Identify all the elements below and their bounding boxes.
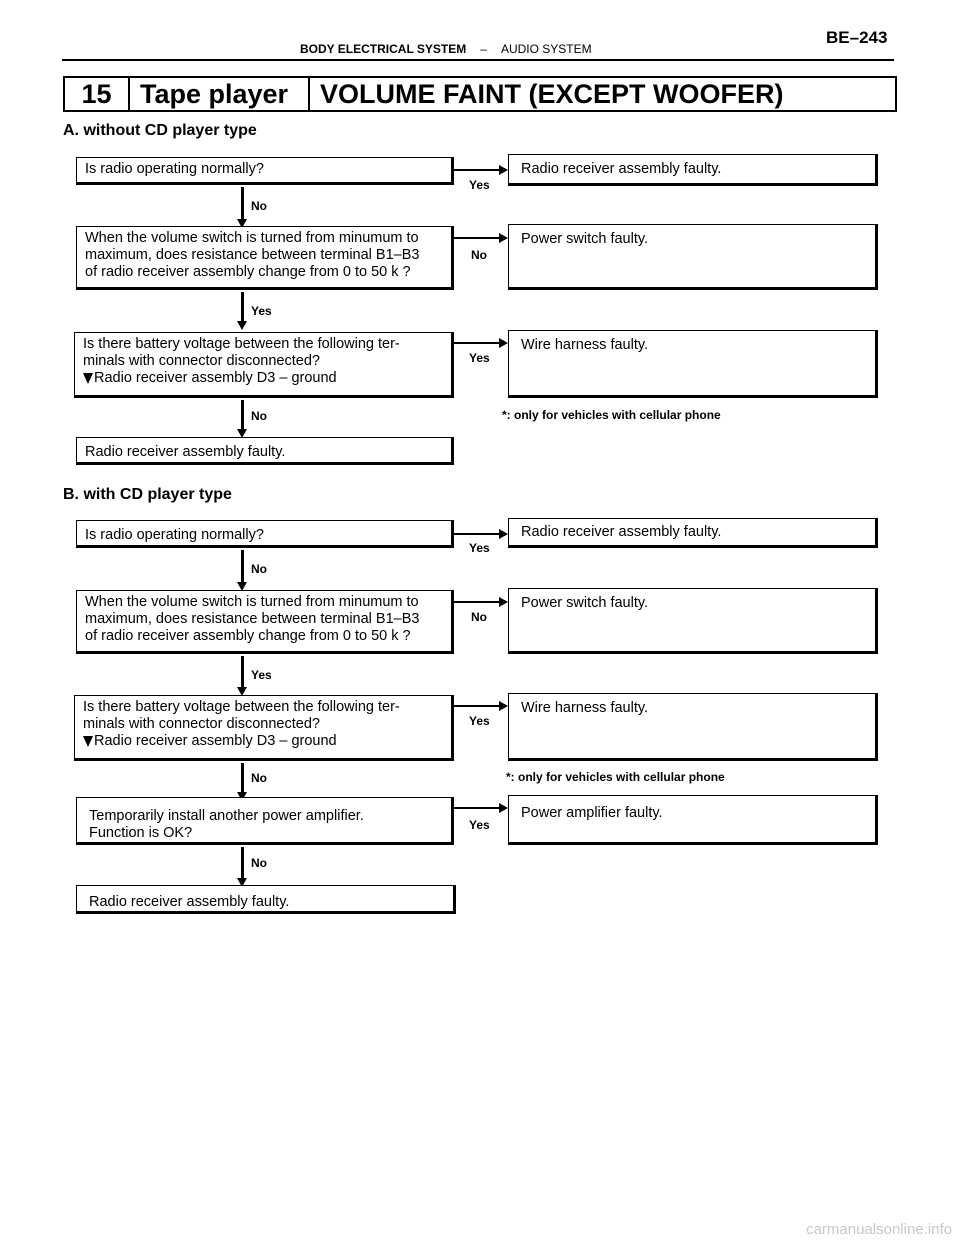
- b-q2-no-arrow: [499, 597, 508, 607]
- a-q1-yes-result: [508, 154, 878, 186]
- a-q2-yes-label: Yes: [251, 304, 272, 318]
- b-q4-yes-label: Yes: [469, 818, 490, 832]
- a-q3-yes-result: [508, 330, 878, 398]
- b-q4-yes-arrow: [499, 803, 508, 813]
- header-system: BODY ELECTRICAL SYSTEM: [300, 42, 467, 56]
- b-q2-yes-line: [241, 656, 244, 690]
- a-q1-no-line: [241, 187, 244, 221]
- problem-symptom: VOLUME FAINT (EXCEPT WOOFER): [320, 78, 784, 109]
- a-q2-box: [76, 226, 454, 290]
- b-q2-line2: maximum, does resistance between terminal B1–B3: [85, 611, 420, 627]
- a-q3-box: [74, 332, 454, 398]
- a-q3-no-label: No: [251, 409, 267, 423]
- b-q2-box: [76, 590, 454, 654]
- b-q2-no-label: No: [471, 610, 487, 624]
- asterisk-marker-icon: [83, 736, 93, 747]
- b-q2-line3: of radio receiver assembly change from 0 to 50 k ?: [85, 628, 411, 644]
- a-q2-no-text: Power switch faulty.: [521, 231, 649, 247]
- b-q3-yes-text: Wire harness faulty.: [521, 700, 649, 716]
- a-q3-line2: minals with connector disconnected?: [83, 353, 320, 369]
- b-q1-yes-arrow: [499, 529, 508, 539]
- b-q3-box: [74, 695, 454, 761]
- a-q1-text: Is radio operating normally?: [85, 161, 264, 177]
- page-number: BE–243: [826, 28, 888, 47]
- a-final-text: Radio receiver assembly faulty.: [85, 444, 286, 460]
- site-watermark: carmanualsonline.info: [806, 1221, 952, 1238]
- b-q4-box: [76, 797, 454, 845]
- b-q3-no-label: No: [251, 771, 267, 785]
- a-q3-line1: Is there battery voltage between the following ter-: [83, 336, 400, 352]
- b-q1-yes-text: Radio receiver assembly faulty.: [521, 524, 722, 540]
- b-q3-line3: Radio receiver assembly D3 – ground: [94, 733, 337, 749]
- b-q1-text: Is radio operating normally?: [85, 527, 264, 543]
- a-q1-box: [76, 157, 454, 185]
- b-final-box: [76, 885, 456, 914]
- b-q3-line2: minals with connector disconnected?: [83, 716, 320, 732]
- b-q3-yes-line: [454, 705, 499, 707]
- a-footnote: *: only for vehicles with cellular phone: [502, 408, 721, 422]
- b-q4-line2: Function is OK?: [89, 825, 193, 841]
- a-final-box: [76, 437, 454, 465]
- header-subsystem: AUDIO SYSTEM: [500, 42, 592, 56]
- b-q4-yes-result: [508, 795, 878, 845]
- a-q3-yes-line: [454, 342, 499, 344]
- b-q4-yes-text: Power amplifier faulty.: [521, 805, 663, 821]
- b-q4-no-label: No: [251, 856, 267, 870]
- a-q1-yes-line: [454, 169, 499, 171]
- b-q1-box: [76, 520, 454, 548]
- b-q1-yes-label: Yes: [469, 541, 490, 555]
- b-q1-no-label: No: [251, 562, 267, 576]
- b-q2-yes-label: Yes: [251, 668, 272, 682]
- b-q1-yes-line: [454, 533, 499, 535]
- a-q3-yes-label: Yes: [469, 351, 490, 365]
- a-q3-no-line: [241, 400, 244, 431]
- problem-number: 15: [65, 78, 130, 110]
- a-q2-line2: maximum, does resistance between terminal B1–B3: [85, 247, 420, 263]
- b-q4-line1: Temporarily install another power amplifier.: [89, 808, 364, 824]
- a-q1-yes-label: Yes: [469, 178, 490, 192]
- a-q2-no-arrow: [499, 233, 508, 243]
- a-q2-no-result: [508, 224, 878, 290]
- b-final-text: Radio receiver assembly faulty.: [89, 894, 290, 910]
- asterisk-marker-icon: [83, 373, 93, 384]
- section-b-label: B. with CD player type: [63, 486, 232, 503]
- a-q1-no-label: No: [251, 199, 267, 213]
- b-footnote: *: only for vehicles with cellular phone: [506, 770, 725, 784]
- a-q3-yes-arrow: [499, 338, 508, 348]
- section-a-label: A. without CD player type: [63, 122, 257, 139]
- a-q2-line3: of radio receiver assembly change from 0 to 50 k ?: [85, 264, 411, 280]
- a-q3-yes-text: Wire harness faulty.: [521, 337, 649, 353]
- b-q1-yes-result: [508, 518, 878, 548]
- a-q1-yes-text: Radio receiver assembly faulty.: [521, 161, 722, 177]
- b-q4-no-line: [241, 847, 244, 881]
- title-table: [63, 76, 897, 112]
- b-q3-line1: Is there battery voltage between the following ter-: [83, 699, 400, 715]
- a-q3-line3: Radio receiver assembly D3 – ground: [94, 370, 337, 386]
- b-q3-yes-label: Yes: [469, 714, 490, 728]
- b-q2-no-line: [454, 601, 499, 603]
- a-q2-no-line: [454, 237, 499, 239]
- b-q3-yes-arrow: [499, 701, 508, 711]
- a-q2-line1: When the volume switch is turned from minumum to: [85, 230, 419, 246]
- b-q2-no-text: Power switch faulty.: [521, 595, 649, 611]
- a-q2-yes-line: [241, 292, 244, 324]
- b-q2-line1: When the volume switch is turned from minumum to: [85, 594, 419, 610]
- b-q2-no-result: [508, 588, 878, 654]
- problem-system: Tape player: [130, 78, 310, 110]
- b-q3-yes-result: [508, 693, 878, 761]
- a-q1-yes-arrow: [499, 165, 508, 175]
- a-q2-yes-arrow: [237, 321, 247, 330]
- header-separator: –: [480, 42, 487, 56]
- b-q4-yes-line: [454, 807, 499, 809]
- header-rule: [62, 59, 894, 61]
- running-header: [300, 42, 592, 56]
- b-q3-no-line: [241, 763, 244, 795]
- a-q2-no-label: No: [471, 248, 487, 262]
- b-q1-no-line: [241, 550, 244, 585]
